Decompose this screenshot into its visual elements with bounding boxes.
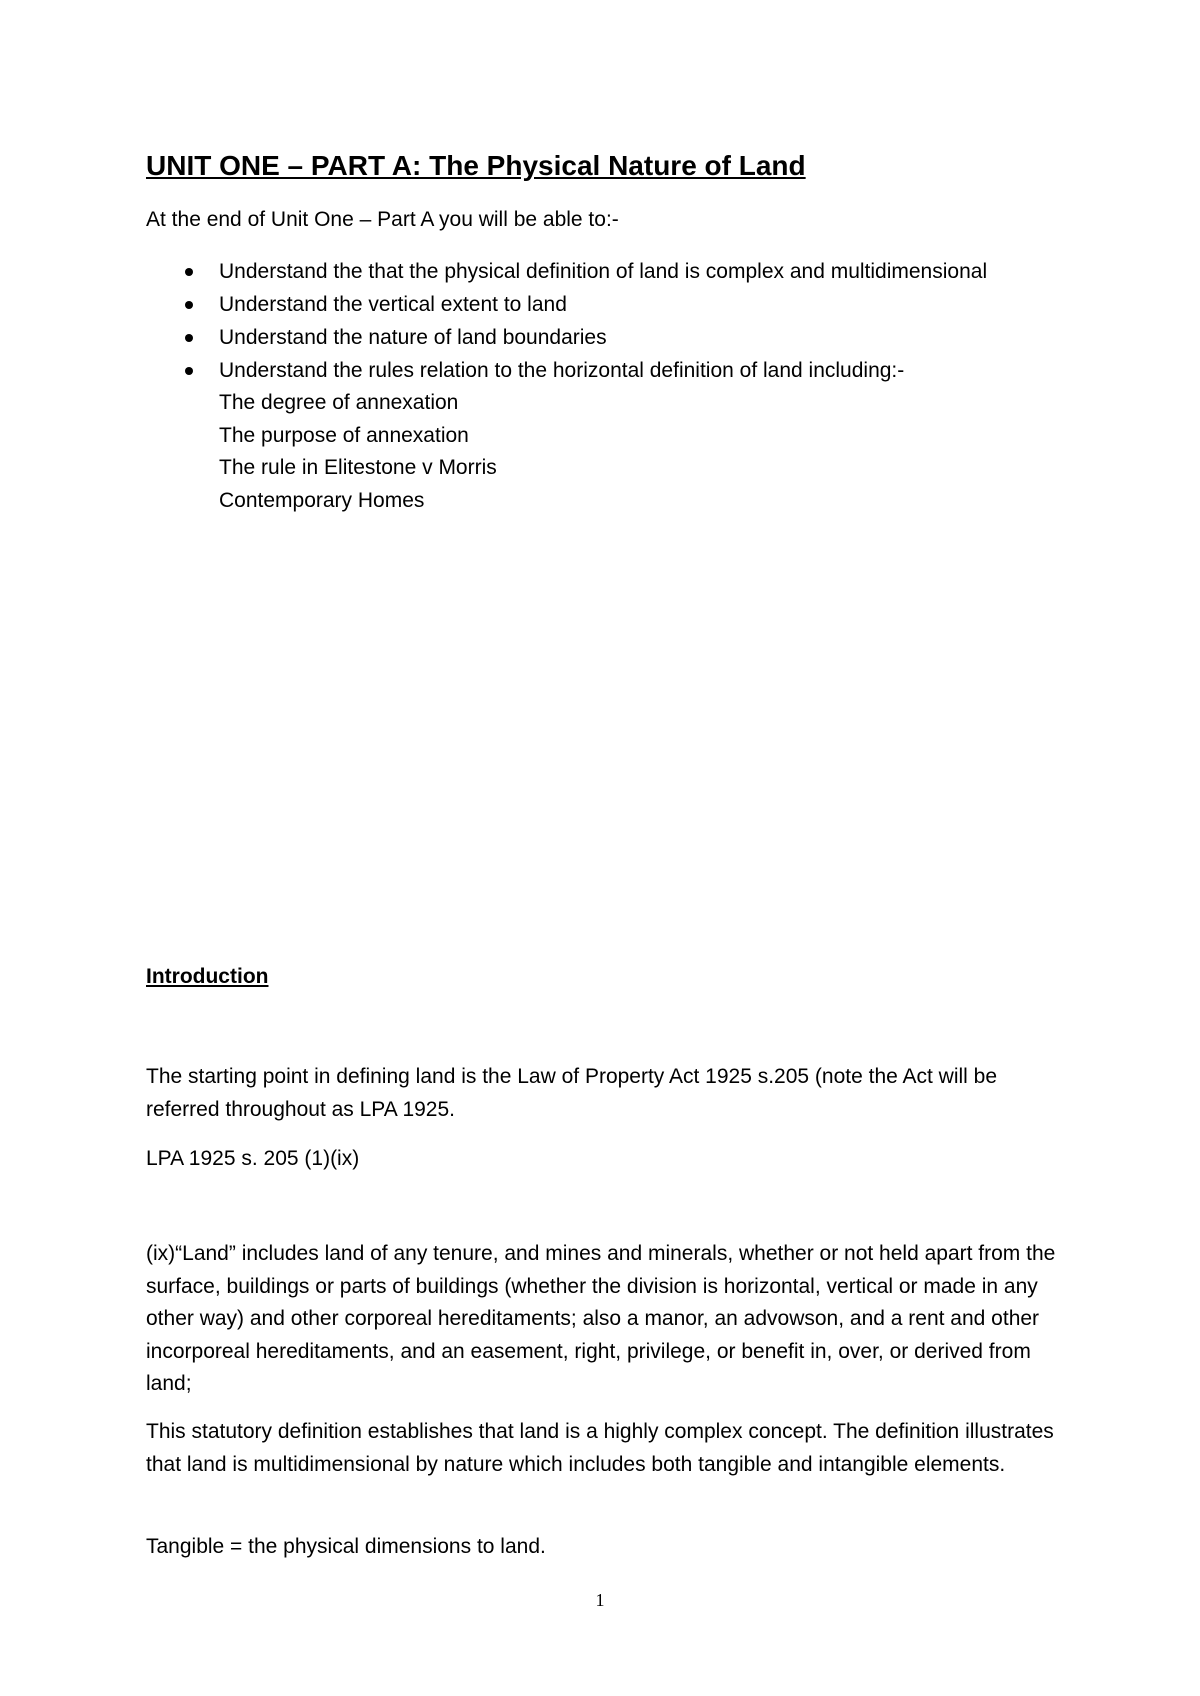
statute-quote: (ix)“Land” includes land of any tenure, and mines and minerals, whether or not held apart from the surface, buildings or parts of buildings (whether the division is horizontal, vertical or made in any other way) and other corporeal hereditaments; also a manor, an advowson, and a rent and other incorporeal hereditaments, and an easement, right, privilege, or benefit in, over, or derived from land; — [146, 1242, 1056, 1395]
list-item-text: Understand the rules relation to the horizontal definition of land including:- — [219, 359, 905, 382]
paragraph: This statutory definition establishes that land is a highly complex concept. The definition illustrates that land is multidimensional by nature which includes both tangible and intangible elements. — [146, 1420, 1054, 1476]
section-heading-introduction: Introduction — [146, 965, 269, 988]
sub-topic-list — [219, 387, 497, 517]
learning-outcomes-list — [146, 255, 987, 387]
list-item — [146, 288, 987, 321]
page-number: 1 — [595, 1590, 605, 1610]
bullet-icon — [185, 268, 193, 276]
bullet-icon — [185, 301, 193, 309]
sub-topic-item: The rule in Elitestone v Morris — [219, 456, 497, 479]
paragraph: LPA 1925 s. 205 (1)(ix) — [146, 1147, 360, 1170]
sub-topic-item: The degree of annexation — [219, 391, 459, 414]
bullet-icon — [185, 334, 193, 342]
list-item — [146, 321, 987, 354]
page-title: UNIT ONE – PART A: The Physical Nature of Land — [146, 150, 806, 181]
sub-topic-item: Contemporary Homes — [219, 488, 425, 512]
list-item — [146, 354, 987, 387]
learning-outcomes-intro: At the end of Unit One – Part A you will be able to:- — [146, 208, 619, 231]
list-item — [146, 255, 987, 288]
list-item-text: Understand the that the physical definition of land is complex and multidimensional — [219, 260, 988, 283]
sub-topic-item: The purpose of annexation — [219, 423, 469, 447]
list-item-text: Understand the nature of land boundaries — [219, 326, 607, 349]
paragraph: The starting point in defining land is the Law of Property Act 1925 s.205 (note the Act will be referred throughout as LPA 1925. — [146, 1065, 998, 1121]
list-item-text: Understand the vertical extent to land — [219, 293, 567, 316]
paragraph: Tangible = the physical dimensions to land. — [146, 1535, 546, 1558]
bullet-icon — [185, 367, 193, 375]
